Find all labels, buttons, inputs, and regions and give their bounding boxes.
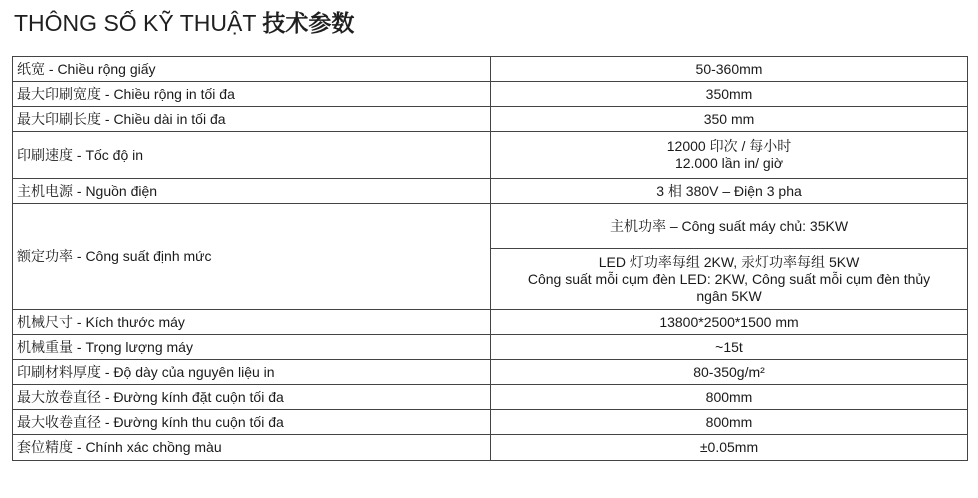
lamp-power-line-cn: LED 灯功率每组 2KW, 汞灯功率每组 5KW xyxy=(598,253,860,270)
table-row xyxy=(13,132,968,179)
lamp-power-line-vi-cont: ngân 5KW xyxy=(696,287,762,304)
spec-label-register-accuracy: 套位精度 - Chính xác chồng màu xyxy=(13,435,491,461)
table-row xyxy=(13,385,968,410)
spec-label-print-speed: 印刷速度 - Tốc độ in xyxy=(13,132,491,179)
spec-value-max-rewind-diameter: 800mm xyxy=(491,410,968,435)
table-row xyxy=(13,335,968,360)
table-row xyxy=(13,410,968,435)
spec-value-max-unwind-diameter: 800mm xyxy=(491,385,968,410)
spec-label-power-supply: 主机电源 - Nguồn điện xyxy=(13,179,491,204)
spec-label-max-unwind-diameter: 最大放卷直径 - Đường kính đặt cuộn tối đa xyxy=(13,385,491,410)
spec-value-machine-weight: ~15t xyxy=(491,335,968,360)
spec-label-max-rewind-diameter: 最大收卷直径 - Đường kính thu cuộn tối đa xyxy=(13,410,491,435)
spec-label-paper-width: 纸宽 - Chiều rộng giấy xyxy=(13,57,491,82)
spec-value-max-print-length: 350 mm xyxy=(491,107,968,132)
spec-label-rated-power: 额定功率 - Công suất định mức xyxy=(13,204,491,310)
print-speed-line-cn: 12000 印次 / 每小时 xyxy=(666,138,792,154)
table-row xyxy=(13,360,968,385)
spec-value-material-thickness: 80-350g/m² xyxy=(491,360,968,385)
table-row xyxy=(13,179,968,204)
spec-value-lamp-power xyxy=(491,249,968,310)
spec-value-max-print-width: 350mm xyxy=(491,82,968,107)
spec-label-material-thickness: 印刷材料厚度 - Độ dày của nguyên liệu in xyxy=(13,360,491,385)
spec-value-power-supply: 3 相 380V – Điện 3 pha xyxy=(491,179,968,204)
spec-label-machine-size: 机械尺寸 - Kích thước máy xyxy=(13,310,491,335)
table-row xyxy=(13,204,968,249)
spec-label-machine-weight: 机械重量 - Trọng lượng máy xyxy=(13,335,491,360)
spec-value-register-accuracy: ±0.05mm xyxy=(491,435,968,461)
lamp-power-line-vi: Công suất mỗi cụm đèn LED: 2KW, Công suất mỗi cụm đèn thủy xyxy=(527,270,931,287)
spec-value-print-speed xyxy=(491,132,968,179)
page-title xyxy=(14,8,354,39)
spec-label-max-print-length: 最大印刷长度 - Chiều dài in tối đa xyxy=(13,107,491,132)
spec-value-main-power: 主机功率 – Công suất máy chủ: 35KW xyxy=(491,204,968,249)
spec-label-max-print-width: 最大印刷宽度 - Chiều rộng in tối đa xyxy=(13,82,491,107)
table-row xyxy=(13,435,968,461)
table-row xyxy=(13,82,968,107)
table-row xyxy=(13,57,968,82)
table-row xyxy=(13,310,968,335)
spec-value-paper-width: 50-360mm xyxy=(491,57,968,82)
table-row xyxy=(13,107,968,132)
page-title-chinese: 技术参数 xyxy=(262,11,355,37)
print-speed-line-vi: 12.000 lần in/ giờ xyxy=(674,155,784,171)
page-title-vietnamese: THÔNG SỐ KỸ THUẬT xyxy=(14,10,257,36)
spec-value-machine-size: 13800*2500*1500 mm xyxy=(491,310,968,335)
spec-table xyxy=(12,56,968,461)
